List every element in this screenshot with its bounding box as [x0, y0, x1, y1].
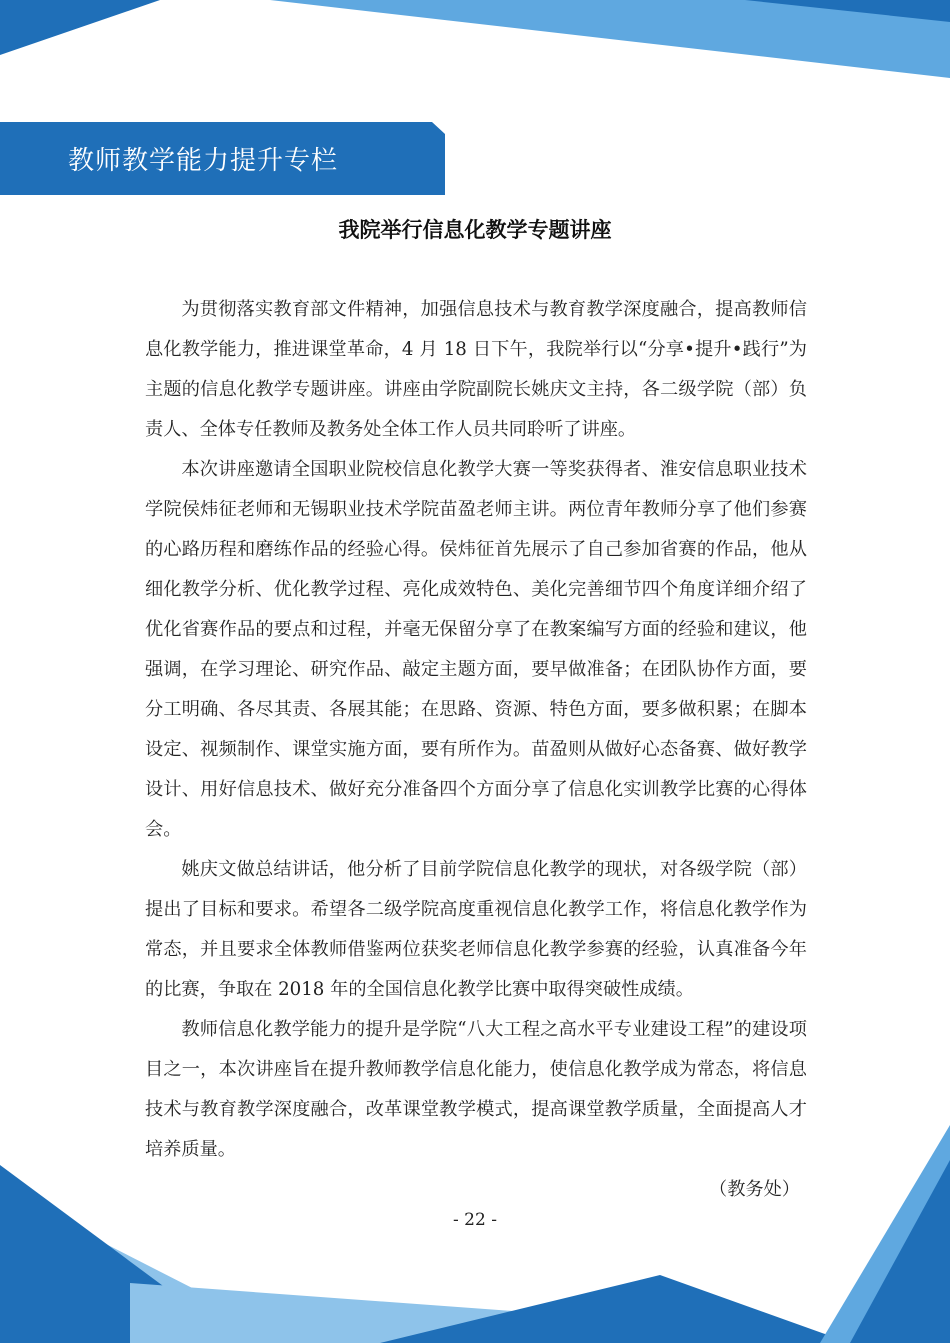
top-light-band — [270, 0, 950, 78]
column-title: 教师教学能力提升专栏 — [68, 146, 339, 176]
paragraph: 姚庆文做总结讲话，他分析了目前学院信息化教学的现状，对各级学院（部）提出了目标和要求。希望各二级学院高度重视信息化教学工作，将信息化教学作为常态，并且要求全体教师借鉴两位获奖老师信息化教学参赛的经验，认真准备今年的比赛，争取在 2018 年的全国信息化教学比赛中取得突破性成绩。 — [145, 859, 807, 1000]
page-number: - 22 - — [453, 1210, 497, 1230]
article-body — [145, 290, 807, 1170]
top-left-dark-triangle — [0, 0, 160, 55]
paragraph: 为贯彻落实教育部文件精神，加强信息技术与教育教学深度融合，提高教师信息化教学能力，推进课堂革命，4 月 18 日下午，我院举行以“分享•提升•践行”为主题的信息化教学专题讲座。讲座由学院副院长姚庆文主持，各二级学院（部）负责人、全体专任教师及教务处全体工作人员共同聆听了讲座。 — [145, 299, 807, 440]
article-signature: （教务处） — [709, 1179, 800, 1200]
paragraph: 教师信息化教学能力的提升是学院“八大工程之高水平专业建设工程”的建设项目之一，本次讲座旨在提升教师教学信息化能力，使信息化教学成为常态，将信息技术与教育教学深度融合，改革课堂教学模式，提高课堂教学质量，全面提高人才培养质量。 — [145, 1019, 807, 1160]
paragraph: 本次讲座邀请全国职业院校信息化教学大赛一等奖获得者、淮安信息职业技术学院侯炜征老师和无锡职业技术学院苗盈老师主讲。两位青年教师分享了他们参赛的心路历程和磨练作品的经验心得。侯炜征首先展示了自己参加省赛的作品，他从细化教学分析、优化教学过程、亮化成效特色、美化完善细节四个角度详细介绍了优化省赛作品的要点和过程，并毫无保留分享了在教案编写方面的经验和建议，他强调，在学习理论、研究作品、敲定主题方面，要早做准备；在团队协作方面，要分工明确、各尽其责、各展其能；在思路、资源、特色方面，要多做积累；在脚本设定、视频制作、课堂实施方面，要有所作为。苗盈则从做好心态备赛、做好教学设计、用好信息技术、做好充分准备四个方面分享了信息化实训教学比赛的心得体会。 — [145, 459, 807, 840]
article-title: 我院举行信息化教学专题讲座 — [338, 218, 612, 242]
